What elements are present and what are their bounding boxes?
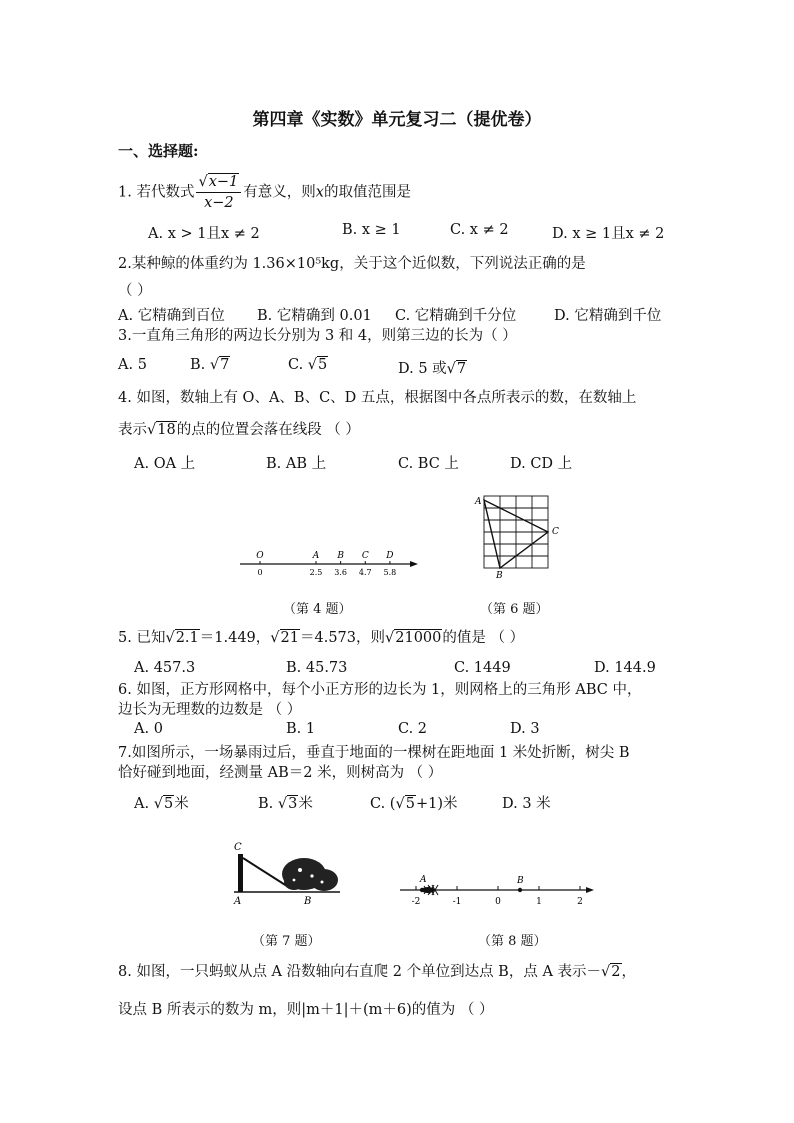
q7-c-radicand: 5 [405, 796, 415, 812]
question-5: 5. 已知√2.1＝1.449，√21＝4.573，则√21000的值是 （ ） [118, 630, 525, 646]
q7-c-unit: 米 [442, 796, 458, 812]
fig7-foliage [282, 858, 338, 891]
figure-6-grid [470, 492, 570, 580]
q8-radicand: 2 [611, 964, 621, 980]
question-1 [118, 172, 411, 213]
q4-option-b: B. AB 上 [266, 456, 327, 472]
question-6-line1: 6. 如图，正方形网格中，每个小正方形的边长为 1，则网格上的三角形 ABC 中， [118, 682, 642, 698]
q1-denominator: x−2 [204, 195, 234, 211]
q4-option-a: A. OA 上 [134, 456, 196, 472]
q5-eq1: ＝1.449， [199, 630, 271, 646]
q5-r3: 21000 [395, 630, 442, 646]
figure-8-number-line [396, 870, 598, 910]
fig8-tick-label: 0 [495, 897, 501, 907]
figure-7-caption: （第 7 题） [252, 934, 321, 949]
q7-a-label: A. [134, 796, 150, 812]
q5-eq2: ＝4.573，则 [299, 630, 385, 646]
q3-c-radicand: 5 [318, 357, 328, 373]
question-6-line2: 边长为无理数的边数是 （ ） [118, 702, 302, 718]
q3-d-label: D. 5 或 [398, 361, 447, 377]
fig8-label-a: A [420, 875, 427, 885]
q7-option-b: B. √3米 [258, 796, 313, 812]
q5-option-d: D. 144.9 [594, 660, 656, 676]
fig6-label-b: B [496, 571, 503, 580]
q5-option-c: C. 1449 [454, 660, 511, 676]
q7-option-d: D. 3 米 [502, 796, 551, 812]
q1-option-d: D. x ≥ 1且x ≠ 2 [552, 226, 665, 242]
figure-4-caption: （第 4 题） [283, 602, 352, 617]
figure-7-tree [228, 836, 344, 906]
q1-numerator: x−1 [208, 174, 239, 190]
fig4-point-value-d: 5.8 [383, 568, 397, 577]
fig4-point-label-c: C [361, 551, 369, 561]
fig4-point-value-b: 3.6 [334, 568, 348, 577]
question-8-line2: 设点 B 所表示的数为 m，则|m＋1|＋(m＋6)的值为 （ ） [118, 1002, 494, 1018]
q4-pre: 表示 [118, 422, 147, 438]
q8-pre: 8. 如图，一只蚂蚁从点 A 沿数轴向右直爬 2 个单位到达点 B，点 A 表示－ [118, 964, 602, 980]
question-7-line2: 恰好碰到地面，经测量 AB＝2 米，则树高为 （ ） [118, 765, 443, 781]
q3-option-d: D. 5 或√7 [398, 361, 467, 377]
fig8-point-b [518, 888, 522, 892]
q5-pre: 5. 已知 [118, 630, 166, 646]
q3-b-radicand: 7 [220, 357, 230, 373]
fig7-label-b: B [304, 896, 312, 906]
q1-after: 有意义，则 [243, 184, 316, 201]
q1-var: x [315, 184, 324, 201]
q6-option-c: C. 2 [398, 721, 428, 737]
section-heading: 一、选择题: [118, 142, 199, 160]
figure-8-caption: （第 8 题） [478, 934, 547, 949]
page-title: 第四章《实数》单元复习二（提优卷） [252, 110, 542, 130]
fig4-point-value-a: 2.5 [309, 568, 323, 577]
fig6-grid-lines [484, 496, 548, 568]
q2-option-b: B. 它精确到 0.01 [257, 308, 372, 324]
fig7-label-c: C [234, 842, 242, 853]
q1-tail: 的取值范围是 [323, 184, 411, 201]
fig4-point-label-o: O [256, 551, 264, 561]
q7-b-radicand: 3 [288, 796, 298, 812]
q2-option-d: D. 它精确到千位 [554, 308, 662, 324]
q2-option-a: A. 它精确到百位 [118, 308, 225, 324]
figure-4-number-line [236, 548, 422, 580]
fig8-tick-label: 1 [536, 897, 542, 907]
fig8-point-a [420, 888, 424, 892]
q1-text: 1. 若代数式 [118, 184, 195, 201]
fig4-point-value-o: 0 [257, 568, 263, 577]
q4-radicand: 18 [157, 422, 176, 438]
fig8-tick-label: 2 [577, 897, 583, 907]
figure-6-caption: （第 6 题） [480, 602, 549, 617]
question-2-line2: （ ） [118, 283, 152, 299]
question-4-line2: 表示√18的点的位置会落在线段 （ ） [118, 422, 360, 438]
q8-post: ， [621, 964, 637, 980]
q7-b-label: B. [258, 796, 274, 812]
q7-c-suffix: +1 [415, 796, 438, 812]
q1-option-c: C. x ≠ 2 [450, 222, 509, 238]
q4-option-c: C. BC 上 [398, 456, 459, 472]
fig7-label-a: A [234, 896, 242, 906]
q1-option-b: B. x ≥ 1 [342, 222, 401, 238]
question-8-line1: 8. 如图，一只蚂蚁从点 A 沿数轴向右直爬 2 个单位到达点 B，点 A 表示－√2， [118, 964, 637, 980]
q4-post: 的点的位置会落在线段 （ ） [176, 422, 360, 438]
q5-post: 的值是 （ ） [442, 630, 525, 646]
q7-option-c: C. (√5+1)米 [370, 796, 458, 812]
q5-option-b: B. 45.73 [286, 660, 348, 676]
q6-option-a: A. 0 [134, 721, 163, 737]
question-2-line1: 2.某种鲸的体重约为 1.36×10⁵kg，关于这个近似数，下列说法正确的是 [118, 256, 586, 272]
question-3: 3.一直角三角形的两边长分别为 3 和 4，则第三边的长为（ ） [118, 328, 517, 344]
fig8-tick-label: -1 [452, 897, 462, 907]
fig7-trunk [238, 854, 243, 892]
q3-option-b: B. √7 [190, 357, 230, 373]
q3-option-c: C. √5 [288, 357, 328, 373]
fig4-point-label-b: B [337, 551, 344, 561]
q2-option-c: C. 它精确到千分位 [395, 308, 517, 324]
q5-r1: 2.1 [175, 630, 199, 646]
fig6-label-c: C [552, 527, 559, 537]
fig4-point-label-a: A [312, 551, 320, 561]
fig8-ticks [412, 886, 583, 907]
q7-c-label: C. [370, 796, 386, 812]
fig8-tick-label: -2 [411, 897, 421, 907]
fig8-label-b: B [517, 876, 524, 886]
q6-option-d: D. 3 [510, 721, 540, 737]
question-7-line1: 7.如图所示，一场暴雨过后，垂直于地面的一棵树在距地面 1 米处折断，树尖 B [118, 745, 630, 761]
q7-b-unit: 米 [298, 796, 313, 812]
q1-option-a: A. x > 1且x ≠ 2 [148, 226, 260, 242]
q3-b-label: B. [190, 357, 206, 373]
q4-option-d: D. CD 上 [510, 456, 573, 472]
question-4-line1: 4. 如图，数轴上有 O、A、B、C、D 五点，根据图中各点所表示的数，在数轴上 [118, 390, 637, 406]
q3-c-label: C. [288, 357, 304, 373]
q7-a-unit: 米 [174, 796, 189, 812]
fig6-label-a: A [475, 497, 482, 507]
q5-r2: 21 [280, 630, 299, 646]
q6-option-b: B. 1 [286, 721, 316, 737]
q7-a-radicand: 5 [163, 796, 174, 812]
q7-option-a: A. √5米 [134, 796, 189, 812]
q1-fraction: $\frac{√x-1}{x-2}$ [196, 172, 241, 213]
fig4-point-value-c: 4.7 [358, 568, 372, 577]
q3-d-radicand: 7 [456, 361, 467, 377]
q3-option-a: A. 5 [118, 357, 147, 373]
fig4-point-label-d: D [386, 551, 394, 561]
q5-option-a: A. 457.3 [134, 660, 196, 676]
